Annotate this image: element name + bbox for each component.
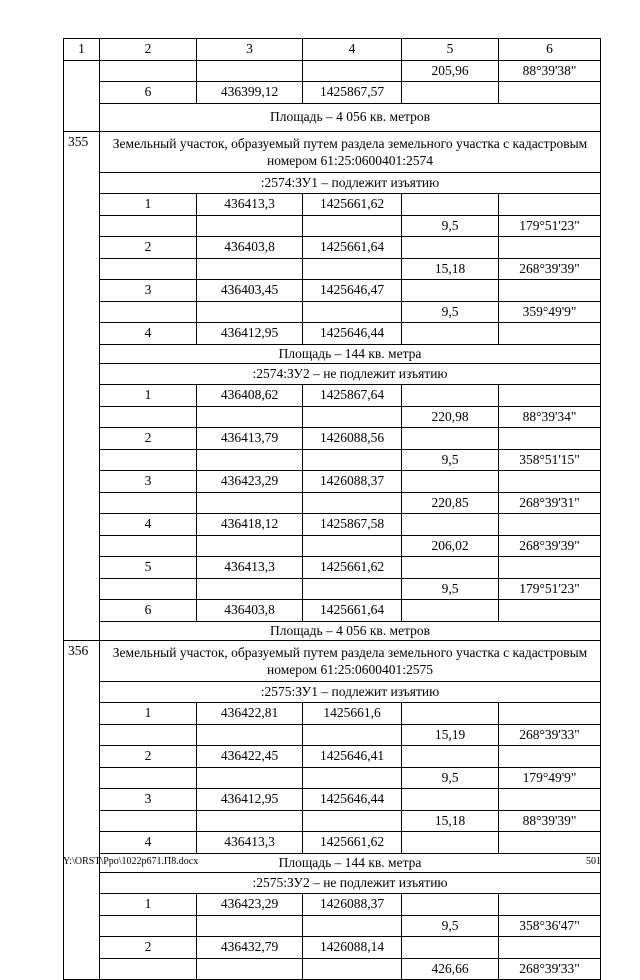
table-row (64, 471, 601, 493)
table-row (64, 215, 601, 237)
part-label-cell: :2575:ЗУ1 – подлежит изъятию (100, 681, 601, 703)
distance-cell (402, 600, 499, 622)
table-row (64, 703, 601, 725)
direction-angle-cell (499, 789, 601, 811)
part-label-row (64, 172, 601, 194)
y-coordinate-cell (303, 406, 402, 428)
point-number-cell (100, 449, 197, 471)
table-header-row (64, 39, 601, 61)
footer-file-path: Y:\ORST\Ppo\1022p671.П8.docx (63, 856, 199, 867)
lot-title-row (64, 131, 601, 172)
y-coordinate-cell (303, 810, 402, 832)
column-header-4: 4 (303, 39, 402, 61)
direction-angle-cell (499, 703, 601, 725)
table-row (64, 323, 601, 345)
distance-cell: 9,5 (402, 915, 499, 937)
x-coordinate-cell: 436423,29 (197, 471, 303, 493)
distance-cell: 206,02 (402, 535, 499, 557)
distance-cell (402, 703, 499, 725)
x-coordinate-cell (197, 449, 303, 471)
distance-cell: 9,5 (402, 215, 499, 237)
distance-cell (402, 789, 499, 811)
distance-cell (402, 557, 499, 579)
x-coordinate-cell (197, 492, 303, 514)
point-number-cell: 1 (100, 894, 197, 916)
direction-angle-cell (499, 280, 601, 302)
y-coordinate-cell: 1425867,57 (303, 82, 402, 104)
x-coordinate-cell (197, 915, 303, 937)
distance-cell: 205,96 (402, 60, 499, 82)
lot-number-cell: 356 (64, 640, 100, 980)
table-row (64, 280, 601, 302)
x-coordinate-cell (197, 578, 303, 600)
point-number-cell (100, 915, 197, 937)
x-coordinate-cell (197, 60, 303, 82)
x-coordinate-cell: 436413,3 (197, 832, 303, 854)
coordinates-table (63, 38, 601, 980)
point-number-cell (100, 767, 197, 789)
area-cell: Площадь – 4 056 кв. метров (100, 621, 601, 640)
table-row (64, 385, 601, 407)
point-number-cell: 3 (100, 789, 197, 811)
lot-title-row (64, 640, 601, 681)
x-coordinate-cell: 436423,29 (197, 894, 303, 916)
table-row (64, 915, 601, 937)
distance-cell: 15,18 (402, 258, 499, 280)
distance-cell (402, 82, 499, 104)
distance-cell (402, 385, 499, 407)
area-cell: Площадь – 144 кв. метра (100, 853, 601, 872)
y-coordinate-cell (303, 535, 402, 557)
y-coordinate-cell: 1425646,41 (303, 746, 402, 768)
table-row (64, 789, 601, 811)
part-label-cell: :2574:ЗУ2 – не подлежит изъятию (100, 363, 601, 385)
y-coordinate-cell: 1426088,37 (303, 471, 402, 493)
x-coordinate-cell (197, 215, 303, 237)
column-header-5: 5 (402, 39, 499, 61)
point-number-cell (100, 258, 197, 280)
y-coordinate-cell: 1426088,56 (303, 428, 402, 450)
direction-angle-cell (499, 471, 601, 493)
point-number-cell (100, 958, 197, 980)
part-label-row (64, 872, 601, 894)
y-coordinate-cell (303, 492, 402, 514)
direction-angle-cell: 179°51'23" (499, 215, 601, 237)
direction-angle-cell (499, 894, 601, 916)
y-coordinate-cell: 1425661,64 (303, 237, 402, 259)
y-coordinate-cell: 1425867,58 (303, 514, 402, 536)
distance-cell: 426,66 (402, 958, 499, 980)
column-header-2: 2 (100, 39, 197, 61)
x-coordinate-cell (197, 258, 303, 280)
point-number-cell (100, 406, 197, 428)
x-coordinate-cell: 436422,45 (197, 746, 303, 768)
point-number-cell: 4 (100, 323, 197, 345)
y-coordinate-cell (303, 301, 402, 323)
y-coordinate-cell: 1425867,64 (303, 385, 402, 407)
x-coordinate-cell: 436412,95 (197, 789, 303, 811)
x-coordinate-cell: 436403,45 (197, 280, 303, 302)
point-number-cell: 6 (100, 600, 197, 622)
direction-angle-cell (499, 82, 601, 104)
area-row (64, 621, 601, 640)
distance-cell (402, 894, 499, 916)
direction-angle-cell: 88°39'38" (499, 60, 601, 82)
column-header-6: 6 (499, 39, 601, 61)
distance-cell: 220,98 (402, 406, 499, 428)
direction-angle-cell (499, 557, 601, 579)
table-row (64, 557, 601, 579)
table-row (64, 194, 601, 216)
point-number-cell: 3 (100, 471, 197, 493)
direction-angle-cell: 358°36'47" (499, 915, 601, 937)
x-coordinate-cell: 436403,8 (197, 600, 303, 622)
point-number-cell: 2 (100, 937, 197, 959)
table-row (64, 832, 601, 854)
direction-angle-cell (499, 385, 601, 407)
y-coordinate-cell (303, 578, 402, 600)
y-coordinate-cell (303, 724, 402, 746)
direction-angle-cell (499, 832, 601, 854)
distance-cell (402, 514, 499, 536)
x-coordinate-cell (197, 301, 303, 323)
part-label-row (64, 681, 601, 703)
distance-cell: 9,5 (402, 767, 499, 789)
x-coordinate-cell (197, 810, 303, 832)
direction-angle-cell (499, 937, 601, 959)
y-coordinate-cell (303, 215, 402, 237)
distance-cell: 9,5 (402, 578, 499, 600)
distance-cell (402, 832, 499, 854)
table-row (64, 428, 601, 450)
distance-cell: 220,85 (402, 492, 499, 514)
lot-number-cell (64, 60, 100, 131)
point-number-cell (100, 215, 197, 237)
distance-cell (402, 428, 499, 450)
y-coordinate-cell: 1425646,44 (303, 789, 402, 811)
point-number-cell (100, 492, 197, 514)
table-row (64, 82, 601, 104)
point-number-cell: 4 (100, 832, 197, 854)
lot-title-cell: Земельный участок, образуемый путем раздела земельного участка с кадастровым номером 61:25:0600401:2574 (100, 131, 601, 172)
direction-angle-cell: 268°39'33" (499, 724, 601, 746)
table-row (64, 767, 601, 789)
direction-angle-cell: 268°39'39" (499, 535, 601, 557)
area-row (64, 344, 601, 363)
x-coordinate-cell: 436399,12 (197, 82, 303, 104)
column-header-1: 1 (64, 39, 100, 61)
point-number-cell: 1 (100, 703, 197, 725)
part-label-row (64, 363, 601, 385)
y-coordinate-cell: 1426088,37 (303, 894, 402, 916)
x-coordinate-cell: 436413,3 (197, 194, 303, 216)
lot-title-cell: Земельный участок, образуемый путем раздела земельного участка с кадастровым номером 61:25:0600401:2575 (100, 640, 601, 681)
table-row (64, 60, 601, 82)
y-coordinate-cell (303, 449, 402, 471)
distance-cell: 9,5 (402, 449, 499, 471)
direction-angle-cell: 88°39'39" (499, 810, 601, 832)
direction-angle-cell: 359°49'9" (499, 301, 601, 323)
point-number-cell: 2 (100, 746, 197, 768)
point-number-cell: 1 (100, 194, 197, 216)
direction-angle-cell (499, 323, 601, 345)
table-row (64, 937, 601, 959)
x-coordinate-cell: 436412,95 (197, 323, 303, 345)
y-coordinate-cell: 1425661,6 (303, 703, 402, 725)
distance-cell (402, 237, 499, 259)
y-coordinate-cell (303, 258, 402, 280)
table-row (64, 958, 601, 980)
table-row (64, 746, 601, 768)
x-coordinate-cell: 436403,8 (197, 237, 303, 259)
table-row (64, 237, 601, 259)
point-number-cell (100, 724, 197, 746)
footer-page-number: 501 (586, 856, 601, 867)
table-row (64, 406, 601, 428)
x-coordinate-cell (197, 535, 303, 557)
distance-cell (402, 471, 499, 493)
x-coordinate-cell: 436418,12 (197, 514, 303, 536)
direction-angle-cell: 179°51'23" (499, 578, 601, 600)
point-number-cell: 5 (100, 557, 197, 579)
direction-angle-cell: 358°51'15" (499, 449, 601, 471)
point-number-cell (100, 535, 197, 557)
point-number-cell: 2 (100, 428, 197, 450)
y-coordinate-cell (303, 958, 402, 980)
direction-angle-cell (499, 194, 601, 216)
column-header-3: 3 (197, 39, 303, 61)
distance-cell: 9,5 (402, 301, 499, 323)
point-number-cell: 6 (100, 82, 197, 104)
distance-cell (402, 746, 499, 768)
table-row (64, 514, 601, 536)
table-row (64, 724, 601, 746)
y-coordinate-cell: 1425661,62 (303, 832, 402, 854)
y-coordinate-cell (303, 60, 402, 82)
distance-cell (402, 194, 499, 216)
point-number-cell: 3 (100, 280, 197, 302)
x-coordinate-cell (197, 724, 303, 746)
direction-angle-cell: 268°39'39" (499, 258, 601, 280)
document-sheet (63, 38, 600, 980)
distance-cell: 15,19 (402, 724, 499, 746)
x-coordinate-cell: 436422,81 (197, 703, 303, 725)
direction-angle-cell: 268°39'31" (499, 492, 601, 514)
point-number-cell (100, 301, 197, 323)
table-row (64, 810, 601, 832)
lot-number-cell: 355 (64, 131, 100, 640)
table-row (64, 578, 601, 600)
direction-angle-cell (499, 428, 601, 450)
direction-angle-cell (499, 746, 601, 768)
direction-angle-cell (499, 237, 601, 259)
x-coordinate-cell (197, 767, 303, 789)
point-number-cell (100, 810, 197, 832)
table-row (64, 258, 601, 280)
table-row (64, 449, 601, 471)
x-coordinate-cell: 436408,62 (197, 385, 303, 407)
table-row (64, 492, 601, 514)
direction-angle-cell: 179°49'9" (499, 767, 601, 789)
direction-angle-cell (499, 600, 601, 622)
area-cell: Площадь – 4 056 кв. метров (100, 103, 601, 131)
area-row (64, 103, 601, 131)
y-coordinate-cell: 1425646,44 (303, 323, 402, 345)
x-coordinate-cell (197, 406, 303, 428)
area-cell: Площадь – 144 кв. метра (100, 344, 601, 363)
table-row (64, 600, 601, 622)
point-number-cell: 1 (100, 385, 197, 407)
distance-cell (402, 280, 499, 302)
distance-cell (402, 323, 499, 345)
y-coordinate-cell (303, 767, 402, 789)
direction-angle-cell (499, 514, 601, 536)
part-label-cell: :2574:ЗУ1 – подлежит изъятию (100, 172, 601, 194)
x-coordinate-cell: 436413,79 (197, 428, 303, 450)
table-row (64, 894, 601, 916)
table-row (64, 301, 601, 323)
y-coordinate-cell: 1425661,64 (303, 600, 402, 622)
y-coordinate-cell: 1426088,14 (303, 937, 402, 959)
point-number-cell (100, 60, 197, 82)
distance-cell (402, 937, 499, 959)
y-coordinate-cell (303, 915, 402, 937)
point-number-cell: 2 (100, 237, 197, 259)
part-label-cell: :2575:ЗУ2 – не подлежит изъятию (100, 872, 601, 894)
direction-angle-cell: 268°39'33" (499, 958, 601, 980)
x-coordinate-cell (197, 958, 303, 980)
point-number-cell (100, 578, 197, 600)
y-coordinate-cell: 1425646,47 (303, 280, 402, 302)
y-coordinate-cell: 1425661,62 (303, 194, 402, 216)
x-coordinate-cell: 436432,79 (197, 937, 303, 959)
y-coordinate-cell: 1425661,62 (303, 557, 402, 579)
direction-angle-cell: 88°39'34" (499, 406, 601, 428)
table-row (64, 535, 601, 557)
point-number-cell: 4 (100, 514, 197, 536)
coordinates-table-body (64, 39, 601, 980)
x-coordinate-cell: 436413,3 (197, 557, 303, 579)
distance-cell: 15,18 (402, 810, 499, 832)
